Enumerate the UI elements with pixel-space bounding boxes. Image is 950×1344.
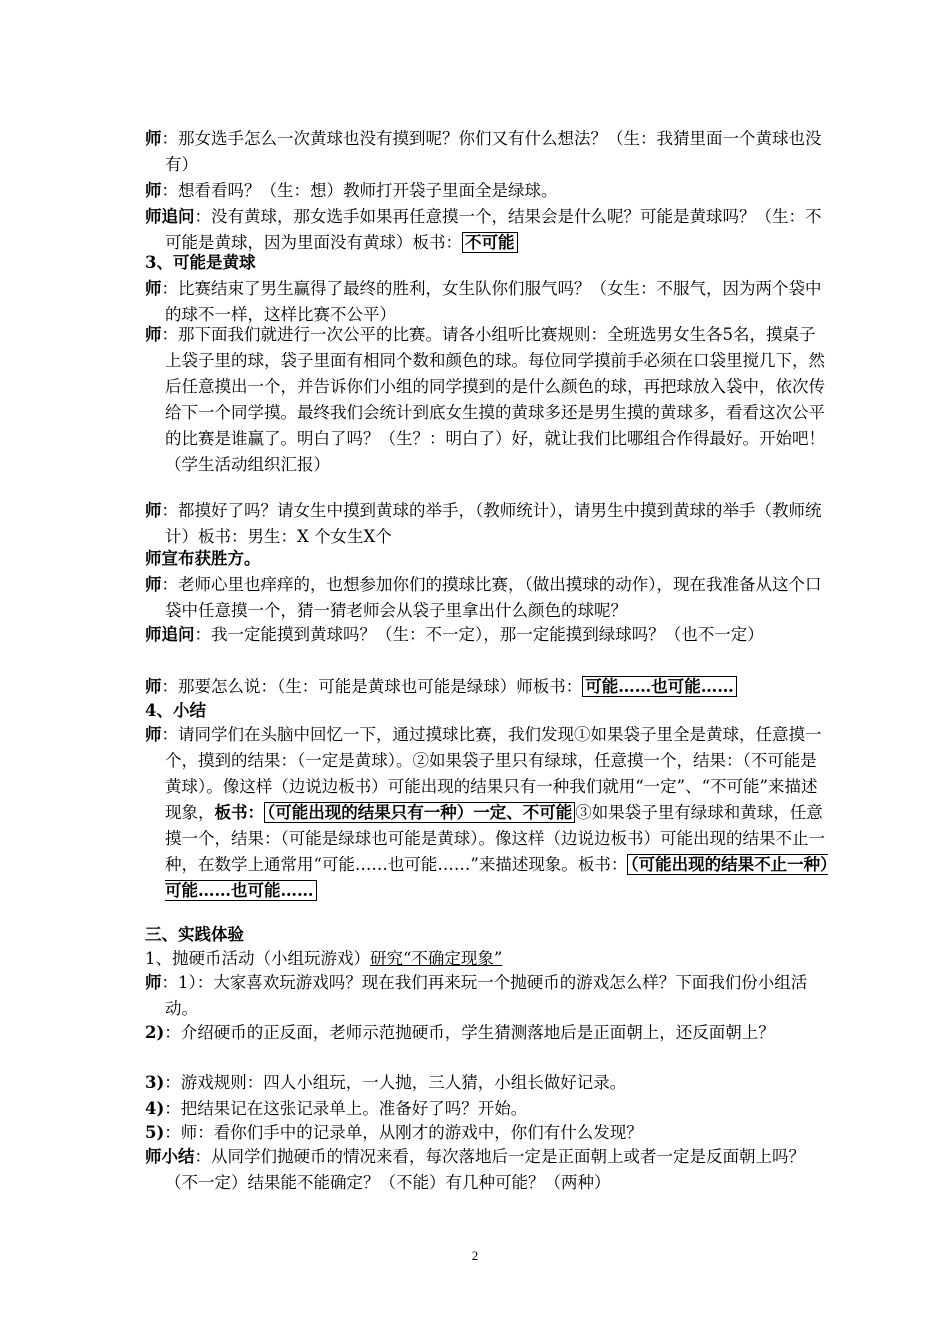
paragraph-text: ：师：看你们手中的记录单，从刚才的游戏中，你们有什么发现？ — [164, 1123, 643, 1142]
paragraph-15 — [145, 1096, 830, 1122]
paragraph-text: ：请同学们在头脑中回忆一下，通过摸球比赛，我们发现①如果袋子里全是黄球，任意摸一个，摸到的结果：（一定是黄球）。②如果袋子里只有绿球，任意摸一个，结果：（不可能是黄球）。像这样（边说边板书）可能出现的结果只有一种我们就用“一定”、“不可能”来描述现象， — [161, 725, 822, 822]
speaker-label: 师追问 — [145, 625, 195, 644]
speaker-label: 师追问 — [145, 207, 195, 226]
paragraph-4 — [145, 276, 830, 328]
speaker-label: 师 — [145, 725, 162, 744]
paragraph-text: ：比赛结束了男生赢得了最终的胜利，女生队你们服气吗？（女生：不服气，因为两个袋中的球不一样，这样比赛不公平） — [161, 279, 822, 324]
paragraph-10 — [145, 722, 830, 904]
paragraph-8 — [145, 622, 830, 648]
paragraph-2 — [145, 178, 830, 204]
paragraph-text: ：没有黄球，那女选手如果再任意摸一个，结果会是什么呢？可能是黄球吗？（生：不可能是黄球，因为里面没有黄球）板书： — [165, 207, 822, 252]
paragraph-13 — [145, 1020, 830, 1046]
board-writing-box: 可能……也可能…… — [582, 676, 737, 697]
paragraph-text: ③如果袋子里有绿球和黄球，任意摸一个，结果：（可能是绿球也可能是黄球）。像这样（边说边板书）可能出现的结果不止一种，在数学上通常用“可能……也可能……”来描述现象。板书： — [165, 803, 825, 874]
paragraph-text: ：都摸好了吗？请女生中摸到黄球的举手，（教师统计），请男生中摸到黄球的举手（教师统计）板书：男生：X 个女生X个 — [161, 501, 822, 546]
paragraph-14 — [145, 1070, 830, 1096]
paragraph-5 — [145, 322, 830, 478]
paragraph-9 — [145, 674, 830, 700]
announce-winner-heading: 师宣布获胜方。 — [145, 549, 261, 568]
speaker-label: 师小结 — [145, 1147, 195, 1166]
board-writing-box: （可能出现的结果不止一种）可能……也可能…… — [165, 855, 829, 900]
speaker-label: 2) — [145, 1023, 165, 1042]
paragraph-12 — [145, 970, 830, 1022]
section-heading-4: 4、小结 — [145, 701, 206, 720]
speaker-label: 师 — [145, 501, 162, 520]
section-heading-3: 3、可能是黄球 — [145, 253, 256, 272]
paragraph-text: ：想看看吗？（生：想）教师打开袋子里面全是绿球。 — [161, 181, 558, 200]
board-label: 板书： — [214, 803, 264, 822]
page-number: 2 — [471, 1248, 479, 1263]
speaker-label: 师 — [145, 129, 162, 148]
paragraph-17 — [145, 1144, 830, 1196]
section-heading-practice: 三、实践体验 — [145, 925, 244, 944]
speaker-label: 师 — [145, 575, 162, 594]
paragraph-3 — [145, 204, 830, 256]
paragraph-text: ：介绍硬币的正反面，老师示范抛硬币，学生猜测落地后是正面朝上，还反面朝上？ — [164, 1023, 775, 1042]
activity-underlined: 研究“不确定现象” — [370, 949, 503, 968]
paragraph-text: ：把结果记在这张记录单上。准备好了吗？开始。 — [164, 1099, 528, 1118]
paragraph-text: ：游戏规则：四人小组玩，一人抛，三人猜，小组长做好记录。 — [164, 1073, 627, 1092]
paragraph-text: ：那要怎么说：（生：可能是黄球也可能是绿球）师板书： — [161, 677, 583, 696]
paragraph-text: ：那下面我们就进行一次公平的比赛。请各小组听比赛规则：全班选男女生各5名，摸桌子上袋子里的球，袋子里面有相同个数和颜色的球。每位同学摸前手必须在口袋里搅几下，然后任意摸出一个，并告诉你们小组的同学摸到的是什么颜色的球，再把球放入袋中，依次传给下一个同学摸。最终我们会统计到底女生摸的黄球多还是男生摸的黄球多，看看这次公平的比赛是谁赢了。明白了吗？（生？：明白了）好，就让我们比哪组合作得最好。开始吧！（学生活动组织汇报） — [161, 325, 825, 474]
paragraph-1 — [145, 126, 830, 178]
speaker-label: 3) — [145, 1073, 165, 1092]
paragraph-text: ：老师心里也痒痒的，也想参加你们的摸球比赛，（做出摸球的动作），现在我准备从这个口袋中任意摸一个，猜一猜老师会从袋子里拿出什么颜色的球呢？ — [161, 575, 822, 620]
paragraph-text: ：那女选手怎么一次黄球也没有摸到呢？你们又有什么想法？（生：我猜里面一个黄球也没有） — [161, 129, 822, 174]
paragraph-text: ：从同学们抛硬币的情况来看，每次落地后一定是正面朝上或者一定是反面朝上吗？（不一定）结果能不能确定？（不能）有几种可能？（两种） — [165, 1147, 805, 1192]
paragraph-16 — [145, 1120, 830, 1146]
paragraph-6 — [145, 498, 830, 550]
paragraph-text: ：1）：大家喜欢玩游戏吗？现在我们再来玩一个抛硬币的游戏怎么样？下面我们份小组活动。 — [161, 973, 808, 1018]
speaker-label: 师 — [145, 677, 162, 696]
activity-title — [145, 946, 502, 972]
board-writing-box: 不可能 — [462, 232, 518, 253]
speaker-label: 5) — [145, 1123, 165, 1142]
speaker-label: 师 — [145, 973, 162, 992]
paragraph-7 — [145, 572, 830, 624]
speaker-label: 师 — [145, 279, 162, 298]
speaker-label: 师 — [145, 325, 162, 344]
activity-lead: 1、抛硬币活动（小组玩游戏） — [145, 949, 370, 968]
speaker-label: 4) — [145, 1099, 165, 1118]
paragraph-text: ：我一定能摸到黄球吗？（生：不一定），那一定能摸到绿球吗？（也不一定） — [194, 625, 764, 644]
speaker-label: 师 — [145, 181, 162, 200]
board-writing-box: （可能出现的结果只有一种）一定、不可能 — [264, 802, 575, 823]
